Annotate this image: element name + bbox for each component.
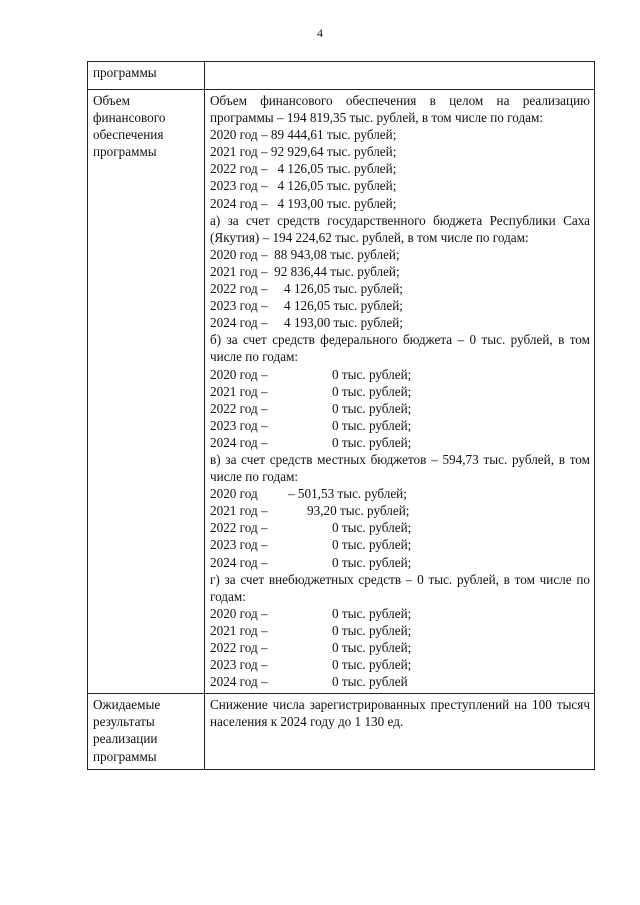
label-line: результаты bbox=[93, 714, 155, 730]
regional-year-line: 2023 год – 4 126,05 тыс. рублей; bbox=[210, 298, 403, 314]
label-line: Объем bbox=[93, 93, 130, 108]
amount-value: 0 тыс. рублей; bbox=[332, 605, 412, 621]
local-year-line bbox=[210, 536, 590, 553]
label-line: программы bbox=[93, 748, 157, 764]
row-label-program: программы bbox=[88, 62, 205, 90]
regional-year-line: 2024 год – 4 193,00 тыс. рублей; bbox=[210, 315, 403, 331]
local-year-line bbox=[210, 554, 590, 571]
label-line: программы bbox=[93, 144, 157, 160]
financing-intro: Объем финансового обеспечения в целом на реализацию программы – 194 819,35 тыс. рублей, в том числе по годам: bbox=[210, 93, 590, 126]
program-passport-table bbox=[87, 61, 595, 770]
regional-budget-header: а) за счет средств государственного бюджета Республики Саха (Якутия) – 194 224,62 тыс. рублей, в том числе по годам: bbox=[210, 212, 590, 245]
year-label: 2022 год – bbox=[210, 520, 268, 536]
total-year-line: 2021 год – 92 929,64 тыс. рублей; bbox=[210, 144, 397, 160]
label-line: реализации bbox=[93, 731, 158, 747]
year-label: 2024 год – bbox=[210, 674, 268, 690]
total-year-line: 2024 год – 4 193,00 тыс. рублей; bbox=[210, 195, 397, 211]
year-label: 2022 год – bbox=[210, 400, 268, 416]
year-label: 2023 год – bbox=[210, 657, 268, 673]
row-label-results bbox=[88, 694, 205, 770]
regional-year-line: 2021 год – 92 836,44 тыс. рублей; bbox=[210, 263, 400, 279]
row-value-program bbox=[205, 62, 595, 90]
year-label: 2022 год – bbox=[210, 640, 268, 655]
amount-value: 0 тыс. рублей; bbox=[332, 622, 412, 638]
total-year-line: 2022 год – 4 126,05 тыс. рублей; bbox=[210, 161, 397, 177]
amount-value: 0 тыс. рублей; bbox=[332, 640, 412, 655]
page-number: 4 bbox=[317, 26, 323, 40]
federal-year-line bbox=[210, 434, 590, 451]
label-line: обеспечения bbox=[93, 127, 164, 143]
amount-value: 0 тыс. рублей; bbox=[332, 417, 412, 433]
amount-value: 0 тыс. рублей; bbox=[332, 383, 412, 399]
row-label-financing bbox=[88, 90, 205, 694]
year-label: 2024 год – bbox=[210, 434, 268, 450]
row-value-financing bbox=[205, 90, 595, 694]
amount-value: 0 тыс. рублей; bbox=[332, 657, 412, 673]
total-year-line: 2020 год – 89 444,61 тыс. рублей; bbox=[210, 127, 397, 143]
label-line: финансового bbox=[93, 110, 166, 126]
label-line: Ожидаемые bbox=[93, 697, 161, 713]
extrabudget-year-line bbox=[210, 605, 590, 622]
year-label: 2023 год – bbox=[210, 417, 268, 433]
extrabudget-header: г) за счет внебюджетных средств – 0 тыс. рублей, в том числе по годам: bbox=[210, 571, 590, 604]
amount-value: 0 тыс. рублей; bbox=[332, 520, 412, 536]
table-row-expected-results bbox=[88, 694, 595, 770]
local-year-line bbox=[210, 519, 590, 536]
amount-value: 93,20 тыс. рублей; bbox=[307, 503, 410, 519]
federal-budget-header: б) за счет средств федерального бюджета – 0 тыс. рублей, в том числе по годам: bbox=[210, 332, 590, 365]
year-label: 2021 год – bbox=[210, 503, 268, 519]
year-label: 2020 год – bbox=[210, 605, 268, 621]
extrabudget-year-line bbox=[210, 639, 590, 656]
extrabudget-year-line bbox=[210, 673, 590, 690]
amount-value: 0 тыс. рублей; bbox=[332, 554, 412, 570]
local-budget-header: в) за счет средств местных бюджетов – 594,73 тыс. рублей, в том числе по годам: bbox=[210, 451, 590, 485]
federal-year-line bbox=[210, 400, 590, 417]
extrabudget-year-line bbox=[210, 656, 590, 673]
year-label: 2021 год – bbox=[210, 383, 268, 399]
expected-results-text: Снижение числа зарегистрированных преступлений на 100 тысяч населения к 2024 году до 1 130 ед. bbox=[210, 697, 590, 730]
amount-value: 0 тыс. рублей; bbox=[332, 537, 412, 553]
year-label: 2021 год – bbox=[210, 622, 268, 638]
row-value-results bbox=[205, 694, 595, 770]
table-row-financing bbox=[88, 90, 595, 694]
federal-year-line bbox=[210, 417, 590, 434]
extrabudget-year-line bbox=[210, 622, 590, 639]
year-label: 2024 год – bbox=[210, 554, 268, 570]
year-label: 2020 год bbox=[210, 486, 258, 502]
amount-value: 0 тыс. рублей; bbox=[332, 434, 412, 450]
amount-value: 0 тыс. рублей; bbox=[332, 366, 412, 382]
amount-value: – 501,53 тыс. рублей; bbox=[288, 486, 407, 502]
local-year-line bbox=[210, 485, 590, 502]
year-label: 2020 год – bbox=[210, 366, 268, 382]
year-label: 2023 год – bbox=[210, 537, 268, 553]
federal-year-line bbox=[210, 383, 590, 400]
local-year-line bbox=[210, 502, 590, 519]
federal-year-line bbox=[210, 366, 590, 383]
regional-year-line: 2020 год – 88 943,08 тыс. рублей; bbox=[210, 246, 400, 262]
regional-year-line: 2022 год – 4 126,05 тыс. рублей; bbox=[210, 281, 403, 297]
amount-value: 0 тыс. рублей bbox=[332, 674, 408, 690]
amount-value: 0 тыс. рублей; bbox=[332, 400, 412, 416]
total-year-line: 2023 год – 4 126,05 тыс. рублей; bbox=[210, 178, 397, 194]
table-row-program-continued bbox=[88, 62, 595, 90]
